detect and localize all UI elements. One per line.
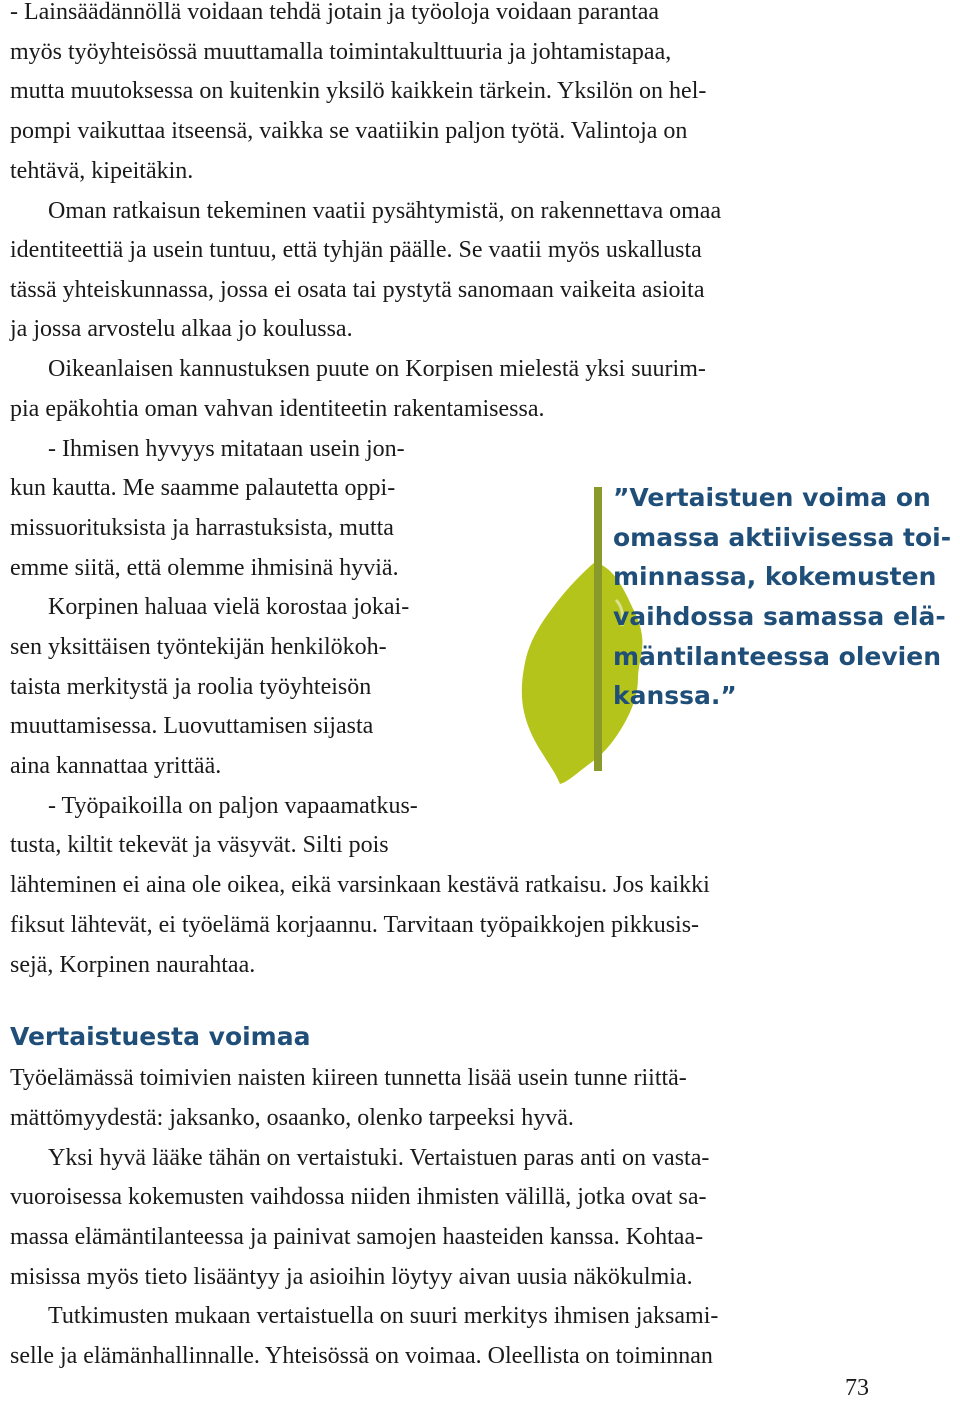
body-line: pompi vaikuttaa itseensä, vaikka se vaatiikin paljon työtä. Valintoja on (10, 118, 688, 144)
section-line: vuoroisessa kokemusten vaihdossa niiden ihmisten välillä, jotka ovat sa- (10, 1184, 707, 1210)
pull-quote-line: kanssa.” (613, 681, 737, 710)
body-line: tusta, kiltit tekevät ja väsyvät. Silti pois (10, 832, 389, 858)
body-line: - Ihmisen hyvyys mitataan usein jon- (48, 436, 405, 462)
section-heading: Vertaistuesta voimaa (10, 1022, 311, 1051)
body-line: lähteminen ei aina ole oikea, eikä varsinkaan kestävä ratkaisu. Jos kaikki (10, 872, 710, 898)
page-number: 73 (845, 1375, 869, 1401)
body-line: pia epäkohtia oman vahvan identiteetin rakentamisessa. (10, 396, 545, 422)
pull-quote-line: vaihdossa samassa elä- (613, 602, 946, 631)
body-line: sejä, Korpinen naurahtaa. (10, 952, 256, 978)
body-line: myös työyhteisössä muuttamalla toimintakulttuuria ja johtamistapaa, (10, 39, 672, 65)
pull-quote-line: minnassa, kokemusten (613, 562, 937, 591)
body-line: ja jossa arvostelu alkaa jo koulussa. (10, 316, 353, 342)
body-line: identiteettiä ja usein tuntuu, että tyhjän päälle. Se vaatii myös uskallusta (10, 237, 702, 263)
body-line: Oikeanlaisen kannustuksen puute on Korpisen mielestä yksi suurim- (48, 356, 706, 382)
body-line: aina kannattaa yrittää. (10, 753, 222, 779)
body-line: tehtävä, kipeitäkin. (10, 158, 194, 184)
body-line: tässä yhteiskunnassa, jossa ei osata tai pystytä sanomaan vaikeita asioita (10, 277, 705, 303)
body-line: sen yksittäisen työntekijän henkilökoh- (10, 634, 387, 660)
section-line: Työelämässä toimivien naisten kiireen tunnetta lisää usein tunne riittä- (10, 1065, 687, 1091)
pull-quote-line: ”Vertaistuen voima on (613, 483, 931, 512)
body-line: - Lainsäädännöllä voidaan tehdä jotain ja työoloja voidaan parantaa (10, 0, 660, 25)
body-line: Oman ratkaisun tekeminen vaatii pysähtymistä, on rakennettava omaa (48, 198, 722, 224)
body-line: muuttamisessa. Luovuttamisen sijasta (10, 713, 374, 739)
section-line: mättömyydestä: jaksanko, osaanko, olenko tarpeeksi hyvä. (10, 1105, 574, 1131)
section-line: selle ja elämänhallinnalle. Yhteisössä on voimaa. Oleellista on toiminnan (10, 1343, 713, 1369)
body-line: - Työpaikoilla on paljon vapaamatkus- (48, 793, 418, 819)
body-line: taista merkitystä ja roolia työyhteisön (10, 674, 372, 700)
pull-quote-line: mäntilanteessa olevien (613, 642, 941, 671)
body-line: missuorituksista ja harrastuksista, mutta (10, 515, 394, 541)
section-line: misissa myös tieto lisääntyy ja asioihin löytyy aivan uusia näkökulmia. (10, 1264, 693, 1290)
body-line: mutta muutoksessa on kuitenkin yksilö kaikkein tärkein. Yksilön on hel- (10, 78, 707, 104)
body-line: fiksut lähtevät, ei työelämä korjaannu. Tarvitaan työpaikkojen pikkusis- (10, 912, 700, 938)
body-line: emme siitä, että olemme ihmisinä hyviä. (10, 555, 399, 581)
quote-bar (594, 487, 602, 771)
body-line: kun kautta. Me saamme palautetta oppi- (10, 475, 396, 501)
body-line: Korpinen haluaa vielä korostaa jokai- (48, 594, 410, 620)
pull-quote-line: omassa aktiivisessa toi- (613, 523, 952, 552)
section-line: massa elämäntilanteessa ja painivat samojen haasteiden kanssa. Kohtaa- (10, 1224, 704, 1250)
section-line: Tutkimusten mukaan vertaistuella on suuri merkitys ihmisen jaksami- (48, 1303, 719, 1329)
section-line: Yksi hyvä lääke tähän on vertaistuki. Vertaistuen paras anti on vasta- (48, 1145, 710, 1171)
